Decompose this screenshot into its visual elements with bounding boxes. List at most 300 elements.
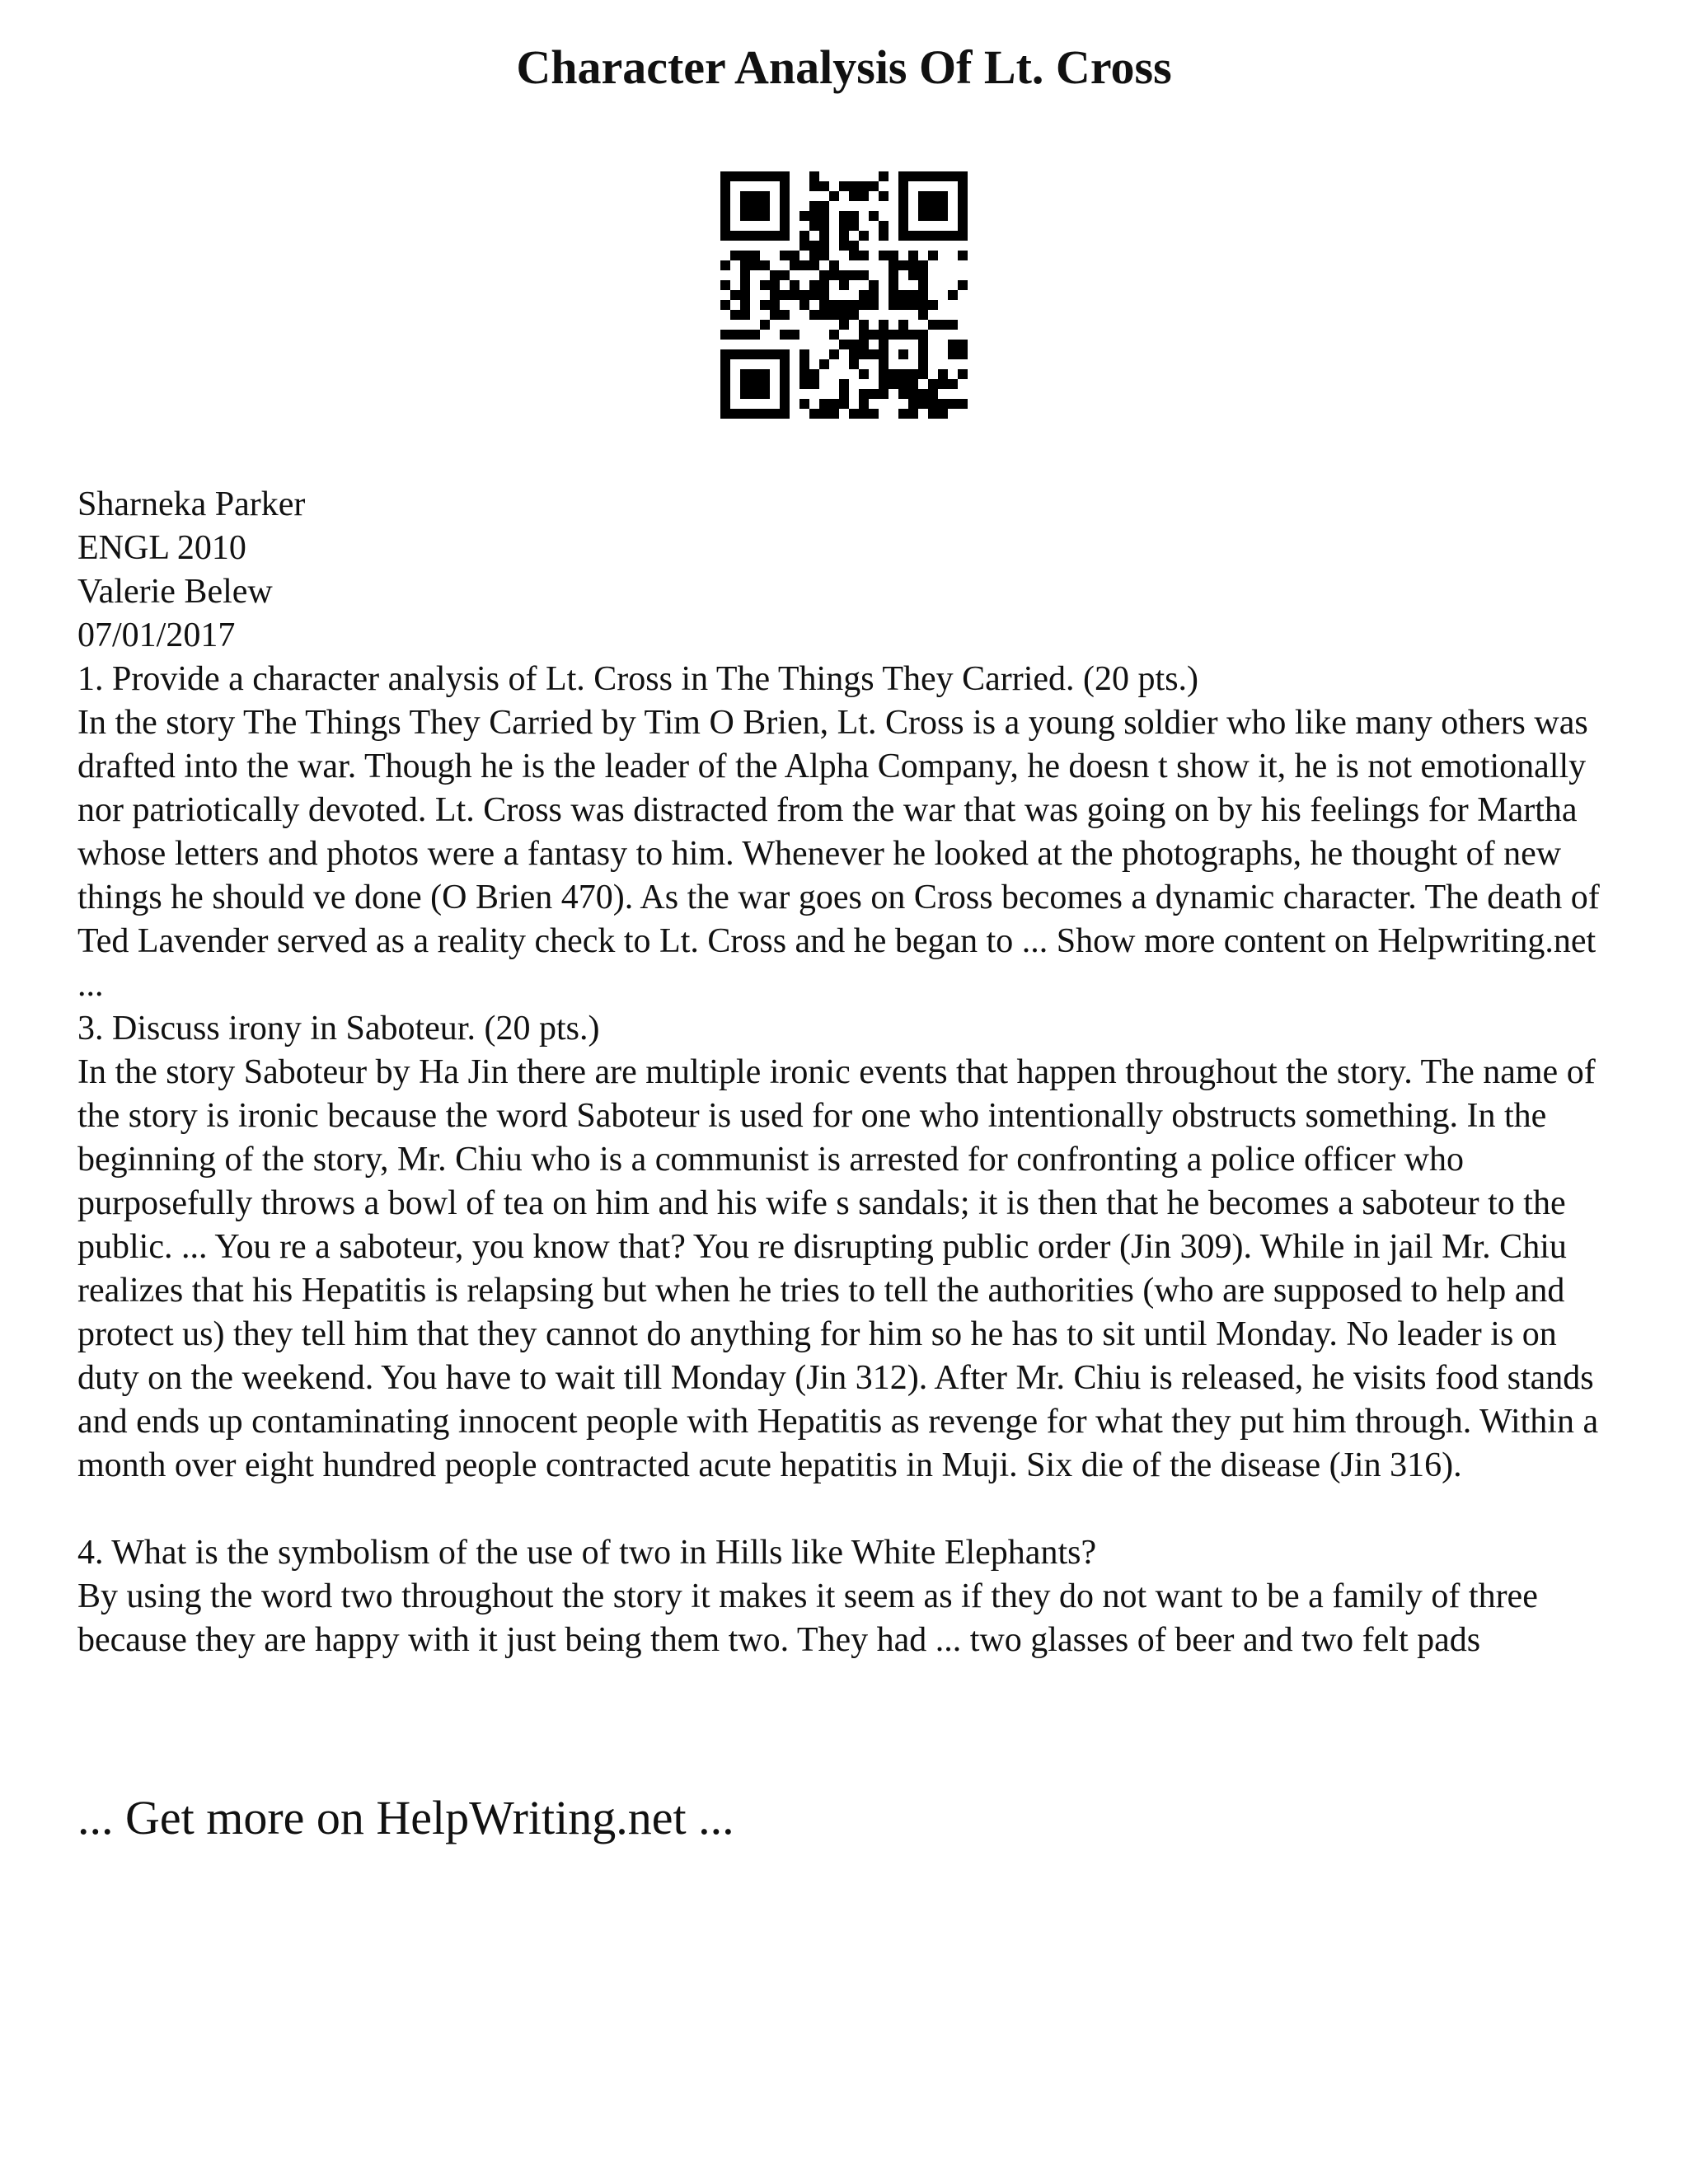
document-date: 07/01/2017 [77, 616, 236, 654]
qr-module [760, 409, 770, 419]
qr-module [829, 310, 839, 320]
qr-module [938, 399, 948, 409]
qr-module [819, 310, 829, 320]
qr-module [859, 369, 869, 379]
qr-module [720, 211, 730, 221]
qr-module [938, 369, 948, 379]
qr-module [948, 399, 958, 409]
qr-module [898, 260, 908, 270]
qr-module [859, 270, 869, 280]
qr-module [918, 330, 928, 340]
qr-module [720, 389, 730, 399]
qr-module [799, 260, 809, 270]
qr-module [829, 260, 839, 270]
qr-module [859, 389, 869, 399]
qr-module [859, 330, 869, 340]
qr-module [879, 171, 889, 181]
qr-module [780, 211, 790, 221]
qr-module [809, 251, 819, 260]
qr-module [780, 221, 790, 231]
qr-module [908, 260, 918, 270]
qr-module [958, 181, 968, 191]
qr-module [819, 201, 829, 211]
qr-module [879, 340, 889, 349]
qr-module [879, 389, 889, 399]
qr-module [898, 221, 908, 231]
qr-module [839, 300, 849, 310]
answer-1: In the story The Things They Carried by Tim O Brien, Lt. Cross is a young soldier who like many others was drafted into the war. Though he is the leader of the Alpha Company, he doesn t show it, he is not emotionally nor patriotically devoted. Lt. Cross was distracted from the war that was going on by his feelings for Martha whose letters and photos were a fantasy to him. Whenever he looked at the photographs, he thought of new things he should ve done (O Brien 470). As the war goes on Cross becomes a dynamic character. The death of Ted Lavender served as a reality check to Lt. Cross and he began to ... Show more content on Helpwriting.net ... [77, 704, 1600, 1004]
qr-module [819, 409, 829, 419]
qr-module [889, 379, 898, 389]
page-title: Character Analysis Of Lt. Cross [516, 40, 1172, 94]
qr-module [889, 251, 898, 260]
qr-module [958, 221, 968, 231]
answer-3: In the story Saboteur by Ha Jin there are multiple ironic events that happen throughout the story. The name of the story is ironic because the word Saboteur is used for one who intentionally obstructs something. In the beginning of the story, Mr. Chiu who is a communist is arrested for confronting a police officer who purposefully throws a bowl of tea on him and his wife s sandals; it is then that he becomes a saboteur to the public. ... You re a saboteur, you know that? You re disrupting public order (Jin 309). While in jail Mr. Chiu realizes that his Hepatitis is relapsing but when he tries to tell the authorities (who are supposed to help and protect us) they tell him that they cannot do anything for him so he has to sit until Monday. No leader is on duty on the weekend. You have to wait till Monday (Jin 312). After Mr. Chiu is released, he visits food stands and ends up contaminating innocent people with Hepatitis as revenge for what they put him through. Within a month over eight hundred people contracted acute hepatitis in Muji. Six die of the disease (Jin 316). [77, 1053, 1599, 1484]
qr-module [780, 379, 790, 389]
qr-module [799, 379, 809, 389]
qr-module [819, 251, 829, 260]
qr-module [918, 270, 928, 280]
qr-module [780, 310, 790, 320]
qr-module [928, 231, 938, 241]
qr-module [849, 359, 859, 369]
qr-module [799, 359, 809, 369]
qr-module [869, 330, 879, 340]
qr-module [809, 201, 819, 211]
qr-module [928, 211, 938, 221]
qr-module [839, 340, 849, 349]
qr-module [908, 270, 918, 280]
qr-module [928, 389, 938, 399]
qr-module [809, 181, 819, 191]
qr-module [750, 369, 760, 379]
qr-module [839, 270, 849, 280]
qr-module [740, 260, 750, 270]
qr-module [750, 260, 760, 270]
qr-module [938, 201, 948, 211]
qr-module [720, 181, 730, 191]
qr-module [780, 409, 790, 419]
qr-module [720, 221, 730, 231]
qr-module [839, 389, 849, 399]
qr-module [799, 369, 809, 379]
qr-module [760, 389, 770, 399]
qr-module [730, 409, 740, 419]
qr-module [799, 231, 809, 241]
document-body [77, 483, 1619, 1662]
qr-module [898, 290, 908, 300]
qr-module [869, 280, 879, 290]
qr-module [849, 181, 859, 191]
qr-module [799, 211, 809, 221]
qr-module [898, 300, 908, 310]
qr-module [760, 201, 770, 211]
qr-module [879, 349, 889, 359]
qr-module [740, 409, 750, 419]
qr-module [918, 349, 928, 359]
qr-module [918, 389, 928, 399]
qr-module [809, 171, 819, 181]
qr-module [849, 349, 859, 359]
qr-module [859, 320, 869, 330]
qr-module [908, 171, 918, 181]
qr-module [908, 300, 918, 310]
qr-module [869, 181, 879, 191]
qr-module [770, 310, 780, 320]
qr-module [760, 320, 770, 330]
qr-module [839, 310, 849, 320]
qr-module [809, 211, 819, 221]
question-4: 4. What is the symbolism of the use of two in Hills like White Elephants? [77, 1534, 1097, 1572]
qr-module [869, 290, 879, 300]
qr-module [770, 280, 780, 290]
qr-module [780, 399, 790, 409]
qr-module [918, 310, 928, 320]
qr-module [918, 201, 928, 211]
qr-module [780, 201, 790, 211]
qr-module [750, 211, 760, 221]
qr-module [918, 300, 928, 310]
qr-module [760, 171, 770, 181]
qr-module [740, 201, 750, 211]
qr-module [918, 399, 928, 409]
qr-module [730, 330, 740, 340]
qr-module [849, 221, 859, 231]
get-more-link[interactable]: ... Get more on HelpWriting.net ... [77, 1791, 734, 1844]
qr-module [928, 171, 938, 181]
qr-module [720, 379, 730, 389]
qr-module [750, 330, 760, 340]
qr-module [720, 300, 730, 310]
qr-module [938, 231, 948, 241]
qr-module [780, 171, 790, 181]
qr-module [948, 171, 958, 181]
qr-module [829, 270, 839, 280]
qr-module [720, 369, 730, 379]
qr-module [889, 330, 898, 340]
qr-module [928, 191, 938, 201]
qr-module [908, 330, 918, 340]
qr-module [809, 310, 819, 320]
qr-module [898, 389, 908, 399]
qr-module [760, 300, 770, 310]
question-1: 1. Provide a character analysis of Lt. Cross in The Things They Carried. (20 pts.) [77, 660, 1199, 698]
qr-module [750, 389, 760, 399]
qr-module [938, 171, 948, 181]
qr-module [839, 379, 849, 389]
instructor-name: Valerie Belew [77, 573, 273, 611]
qr-module [730, 290, 740, 300]
qr-module [908, 399, 918, 409]
qr-module [819, 221, 829, 231]
qr-module [780, 270, 790, 280]
qr-module [819, 290, 829, 300]
qr-module [928, 399, 938, 409]
qr-module [918, 231, 928, 241]
qr-module [770, 270, 780, 280]
qr-module [879, 231, 889, 241]
qr-module [948, 349, 958, 359]
qr-module [750, 191, 760, 201]
qr-module [829, 409, 839, 419]
qr-module [750, 379, 760, 389]
qr-module [740, 330, 750, 340]
qr-module [859, 340, 869, 349]
qr-module [720, 359, 730, 369]
qr-module [889, 290, 898, 300]
qr-module [859, 290, 869, 300]
qr-module [898, 330, 908, 340]
qr-module [760, 349, 770, 359]
qr-module [780, 191, 790, 201]
qr-module [938, 191, 948, 201]
qr-module [750, 201, 760, 211]
qr-module [829, 191, 839, 201]
qr-module [859, 191, 869, 201]
qr-module [799, 349, 809, 359]
qr-module [918, 290, 928, 300]
qr-module [859, 251, 869, 260]
qr-module [720, 280, 730, 290]
qr-module [879, 369, 889, 379]
qr-module [928, 409, 938, 419]
qr-module [740, 369, 750, 379]
qr-module [809, 409, 819, 419]
qr-module [819, 181, 829, 191]
qr-module [760, 191, 770, 201]
qr-module [799, 300, 809, 310]
qr-module [948, 340, 958, 349]
qr-module [809, 221, 819, 231]
qr-module [780, 181, 790, 191]
qr-module [879, 251, 889, 260]
qr-module [720, 171, 730, 181]
qr-module [819, 241, 829, 251]
qr-module [918, 171, 928, 181]
qr-module [750, 231, 760, 241]
qr-module [819, 231, 829, 241]
qr-module [780, 330, 790, 340]
qr-module [809, 280, 819, 290]
qr-module [918, 359, 928, 369]
qr-module [760, 211, 770, 221]
qr-module [839, 320, 849, 330]
qr-module [928, 300, 938, 310]
qr-module [720, 409, 730, 419]
qr-module [839, 221, 849, 231]
qr-module [948, 231, 958, 241]
qr-module [720, 349, 730, 359]
qr-module [740, 310, 750, 320]
qr-module [730, 251, 740, 260]
qr-module [770, 290, 780, 300]
qr-module [790, 251, 799, 260]
qr-module [760, 231, 770, 241]
qr-module [740, 171, 750, 181]
qr-module [938, 320, 948, 330]
qr-module [799, 399, 809, 409]
qr-module [908, 231, 918, 241]
question-3: 3. Discuss irony in Saboteur. (20 pts.) [77, 1010, 600, 1047]
qr-module [740, 349, 750, 359]
qr-module [898, 369, 908, 379]
qr-module [849, 211, 859, 221]
qr-module [839, 280, 849, 290]
qr-module [918, 211, 928, 221]
qr-module [889, 369, 898, 379]
author-name: Sharneka Parker [77, 485, 306, 523]
qr-module [898, 171, 908, 181]
qr-module [760, 280, 770, 290]
qr-module [928, 201, 938, 211]
qr-module [928, 320, 938, 330]
qr-module [720, 191, 730, 201]
qr-module [730, 349, 740, 359]
qr-module [809, 379, 819, 389]
qr-module [898, 409, 908, 419]
qr-module [859, 231, 869, 241]
qr-module [908, 379, 918, 389]
qr-module [958, 191, 968, 201]
qr-module [780, 231, 790, 241]
qr-module [780, 359, 790, 369]
qr-module [849, 270, 859, 280]
qr-module [839, 241, 849, 251]
qr-module [720, 260, 730, 270]
qr-module [770, 300, 780, 310]
qr-module [780, 290, 790, 300]
qr-module [849, 310, 859, 320]
qr-module [770, 349, 780, 359]
qr-module [819, 270, 829, 280]
qr-module [780, 349, 790, 359]
qr-module [958, 201, 968, 211]
qr-module [740, 191, 750, 201]
qr-module [799, 290, 809, 300]
qr-module [898, 320, 908, 330]
qr-module [780, 389, 790, 399]
qr-module [849, 300, 859, 310]
qr-module [898, 231, 908, 241]
qr-module [918, 369, 928, 379]
qr-module [730, 231, 740, 241]
qr-module [720, 399, 730, 409]
qr-module [958, 231, 968, 241]
qr-module [869, 389, 879, 399]
qr-module [918, 280, 928, 290]
qr-module [720, 330, 730, 340]
qr-module [938, 379, 948, 389]
qr-module [948, 290, 958, 300]
qr-module [819, 280, 829, 290]
qr-module [908, 409, 918, 419]
qr-module [839, 399, 849, 409]
qr-module [879, 330, 889, 340]
qr-module [958, 171, 968, 181]
qr-module [790, 330, 799, 340]
qr-module [958, 349, 968, 359]
qr-module [898, 349, 908, 359]
qr-module [740, 389, 750, 399]
qr-module [809, 369, 819, 379]
qr-module [829, 399, 839, 409]
qr-module [760, 260, 770, 270]
qr-module [720, 201, 730, 211]
qr-module [948, 379, 958, 389]
qr-module [898, 181, 908, 191]
qr-module [740, 231, 750, 241]
qr-module [819, 211, 829, 221]
qr-module [740, 379, 750, 389]
qr-module [859, 181, 869, 191]
qr-module [770, 409, 780, 419]
qr-module [799, 241, 809, 251]
qr-module [918, 340, 928, 349]
qr-module [750, 171, 760, 181]
qr-code-icon [720, 171, 968, 419]
qr-module [869, 349, 879, 359]
qr-module [958, 369, 968, 379]
qr-module [819, 399, 829, 409]
qr-module [938, 211, 948, 221]
course-code: ENGL 2010 [77, 529, 246, 567]
qr-module [780, 251, 790, 260]
qr-module [790, 280, 799, 290]
qr-module [879, 221, 889, 231]
qr-module [740, 300, 750, 310]
qr-module [720, 231, 730, 241]
qr-module [839, 181, 849, 191]
qr-module [859, 399, 869, 409]
qr-module [958, 280, 968, 290]
qr-module [740, 290, 750, 300]
qr-module [908, 290, 918, 300]
qr-module [869, 211, 879, 221]
qr-module [879, 320, 889, 330]
qr-module [879, 359, 889, 369]
qr-module [898, 201, 908, 211]
qr-module [750, 409, 760, 419]
qr-module [849, 409, 859, 419]
qr-code-graphic [720, 171, 968, 419]
qr-module [898, 191, 908, 201]
qr-module [908, 369, 918, 379]
qr-module [918, 191, 928, 201]
qr-module [730, 171, 740, 181]
qr-module [809, 260, 819, 270]
qr-module [898, 211, 908, 221]
qr-module [839, 231, 849, 241]
qr-module [958, 211, 968, 221]
qr-module [740, 270, 750, 280]
qr-module [740, 211, 750, 221]
qr-module [898, 379, 908, 389]
qr-module [859, 349, 869, 359]
qr-module [849, 241, 859, 251]
qr-module [918, 260, 928, 270]
qr-module [829, 330, 839, 340]
qr-module [889, 300, 898, 310]
qr-module [869, 300, 879, 310]
qr-module [760, 369, 770, 379]
qr-module [849, 251, 859, 260]
qr-module [859, 300, 869, 310]
qr-module [780, 369, 790, 379]
qr-module [790, 260, 799, 270]
qr-module [958, 251, 968, 260]
qr-module [740, 251, 750, 260]
qr-module [770, 231, 780, 241]
